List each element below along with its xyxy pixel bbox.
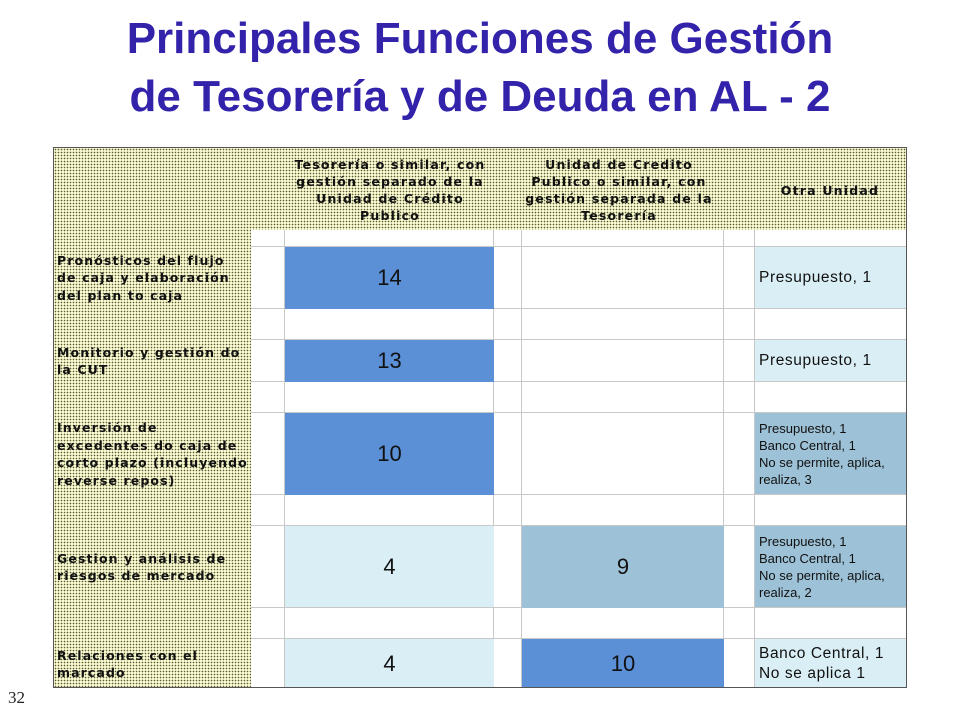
spacer-cell bbox=[724, 382, 755, 413]
cell-credito-value bbox=[522, 340, 724, 382]
slide-title-line-2: de Tesorería y de Deuda en AL - 2 bbox=[129, 72, 831, 121]
cell-tesoreria-value: 14 bbox=[285, 247, 494, 309]
spacer-cell bbox=[755, 230, 907, 247]
spacer-cell bbox=[251, 495, 285, 526]
cell-otra-unidad-value: Presupuesto, 1 bbox=[755, 340, 907, 382]
slide-title bbox=[0, 10, 960, 126]
spacer-cell bbox=[251, 608, 285, 639]
spacer-cell bbox=[285, 382, 494, 413]
cell-otra-unidad-value: Presupuesto, 1 bbox=[755, 247, 907, 309]
spacer-cell bbox=[285, 309, 494, 340]
spacer-cell bbox=[755, 495, 907, 526]
spacer-cell bbox=[724, 230, 755, 247]
spacer-cell bbox=[494, 247, 522, 309]
spacer-cell bbox=[755, 608, 907, 639]
cell-credito-value: 9 bbox=[522, 526, 724, 608]
cell-otra-unidad-value: Presupuesto, 1 Banco Central, 1 No se permite, aplica, realiza, 2 bbox=[755, 526, 907, 608]
row-label-inversion: Inversión de excedentes do caja de corto plazo (incluyendo reverse repos) bbox=[57, 420, 248, 488]
spacer-cell bbox=[285, 608, 494, 639]
spacer-cell bbox=[755, 309, 907, 340]
spacer-cell bbox=[522, 608, 724, 639]
spacer-cell bbox=[522, 309, 724, 340]
spacer-cell bbox=[522, 382, 724, 413]
cell-tesoreria-value: 4 bbox=[285, 526, 494, 608]
spacer-cell bbox=[251, 639, 285, 688]
row-label-monitorio: Monitorio y gestión do la CUT bbox=[57, 344, 241, 377]
functions-table bbox=[53, 147, 907, 688]
spacer-cell bbox=[724, 247, 755, 309]
spacer-cell bbox=[522, 495, 724, 526]
spacer-cell bbox=[522, 230, 724, 247]
spacer-cell bbox=[724, 413, 755, 495]
cell-otra-unidad-value: Presupuesto, 1 Banco Central, 1 No se permite, aplica, realiza, 3 bbox=[755, 413, 907, 495]
cell-credito-value bbox=[522, 247, 724, 309]
spacer-cell bbox=[251, 309, 285, 340]
spacer-cell bbox=[251, 526, 285, 608]
spacer-cell bbox=[724, 309, 755, 340]
spacer-cell bbox=[494, 230, 522, 247]
cell-credito-value: 10 bbox=[522, 639, 724, 688]
cell-tesoreria-value: 4 bbox=[285, 639, 494, 688]
spacer-cell bbox=[724, 495, 755, 526]
row-label-pronosticos: Pronósticos del flujo de caja y elaboración del plan to caja bbox=[57, 252, 230, 303]
spacer-cell bbox=[494, 382, 522, 413]
cell-credito-value bbox=[522, 413, 724, 495]
row-label-gestion-riesgos: Gestion y análisis de riesgos de mercado bbox=[57, 550, 227, 583]
spacer-cell bbox=[251, 340, 285, 382]
column-header-otra-unidad: Otra Unidad bbox=[780, 182, 880, 198]
spacer-cell bbox=[494, 309, 522, 340]
spacer-cell bbox=[724, 639, 755, 688]
spacer-cell bbox=[724, 608, 755, 639]
spacer-cell bbox=[494, 413, 522, 495]
cell-tesoreria-value: 10 bbox=[285, 413, 494, 495]
row-label-relaciones: Relaciones con el marcado bbox=[57, 647, 198, 680]
column-header-tesoreria: Tesorería o similar, con gestión separado de la Unidad de Crédito Publico bbox=[294, 157, 486, 223]
spacer-cell bbox=[251, 247, 285, 309]
spacer-cell bbox=[494, 608, 522, 639]
spacer-cell bbox=[494, 526, 522, 608]
page-number: 32 bbox=[8, 688, 25, 707]
spacer-cell bbox=[724, 526, 755, 608]
cell-tesoreria-value: 13 bbox=[285, 340, 494, 382]
spacer-cell bbox=[251, 413, 285, 495]
spacer-cell bbox=[724, 340, 755, 382]
slide-title-line-1: Principales Funciones de Gestión bbox=[126, 14, 834, 63]
column-header-credito: Unidad de Credito Publico o similar, con gestión separada de la Tesorería bbox=[525, 157, 713, 223]
spacer-cell bbox=[251, 382, 285, 413]
cell-otra-unidad-value: Banco Central, 1 No se aplica 1 bbox=[755, 639, 907, 688]
spacer-cell bbox=[494, 340, 522, 382]
spacer-cell bbox=[494, 639, 522, 688]
spacer-cell bbox=[755, 382, 907, 413]
spacer-cell bbox=[494, 495, 522, 526]
spacer-cell bbox=[285, 230, 494, 247]
spacer-cell bbox=[285, 495, 494, 526]
spacer-cell bbox=[251, 230, 285, 247]
